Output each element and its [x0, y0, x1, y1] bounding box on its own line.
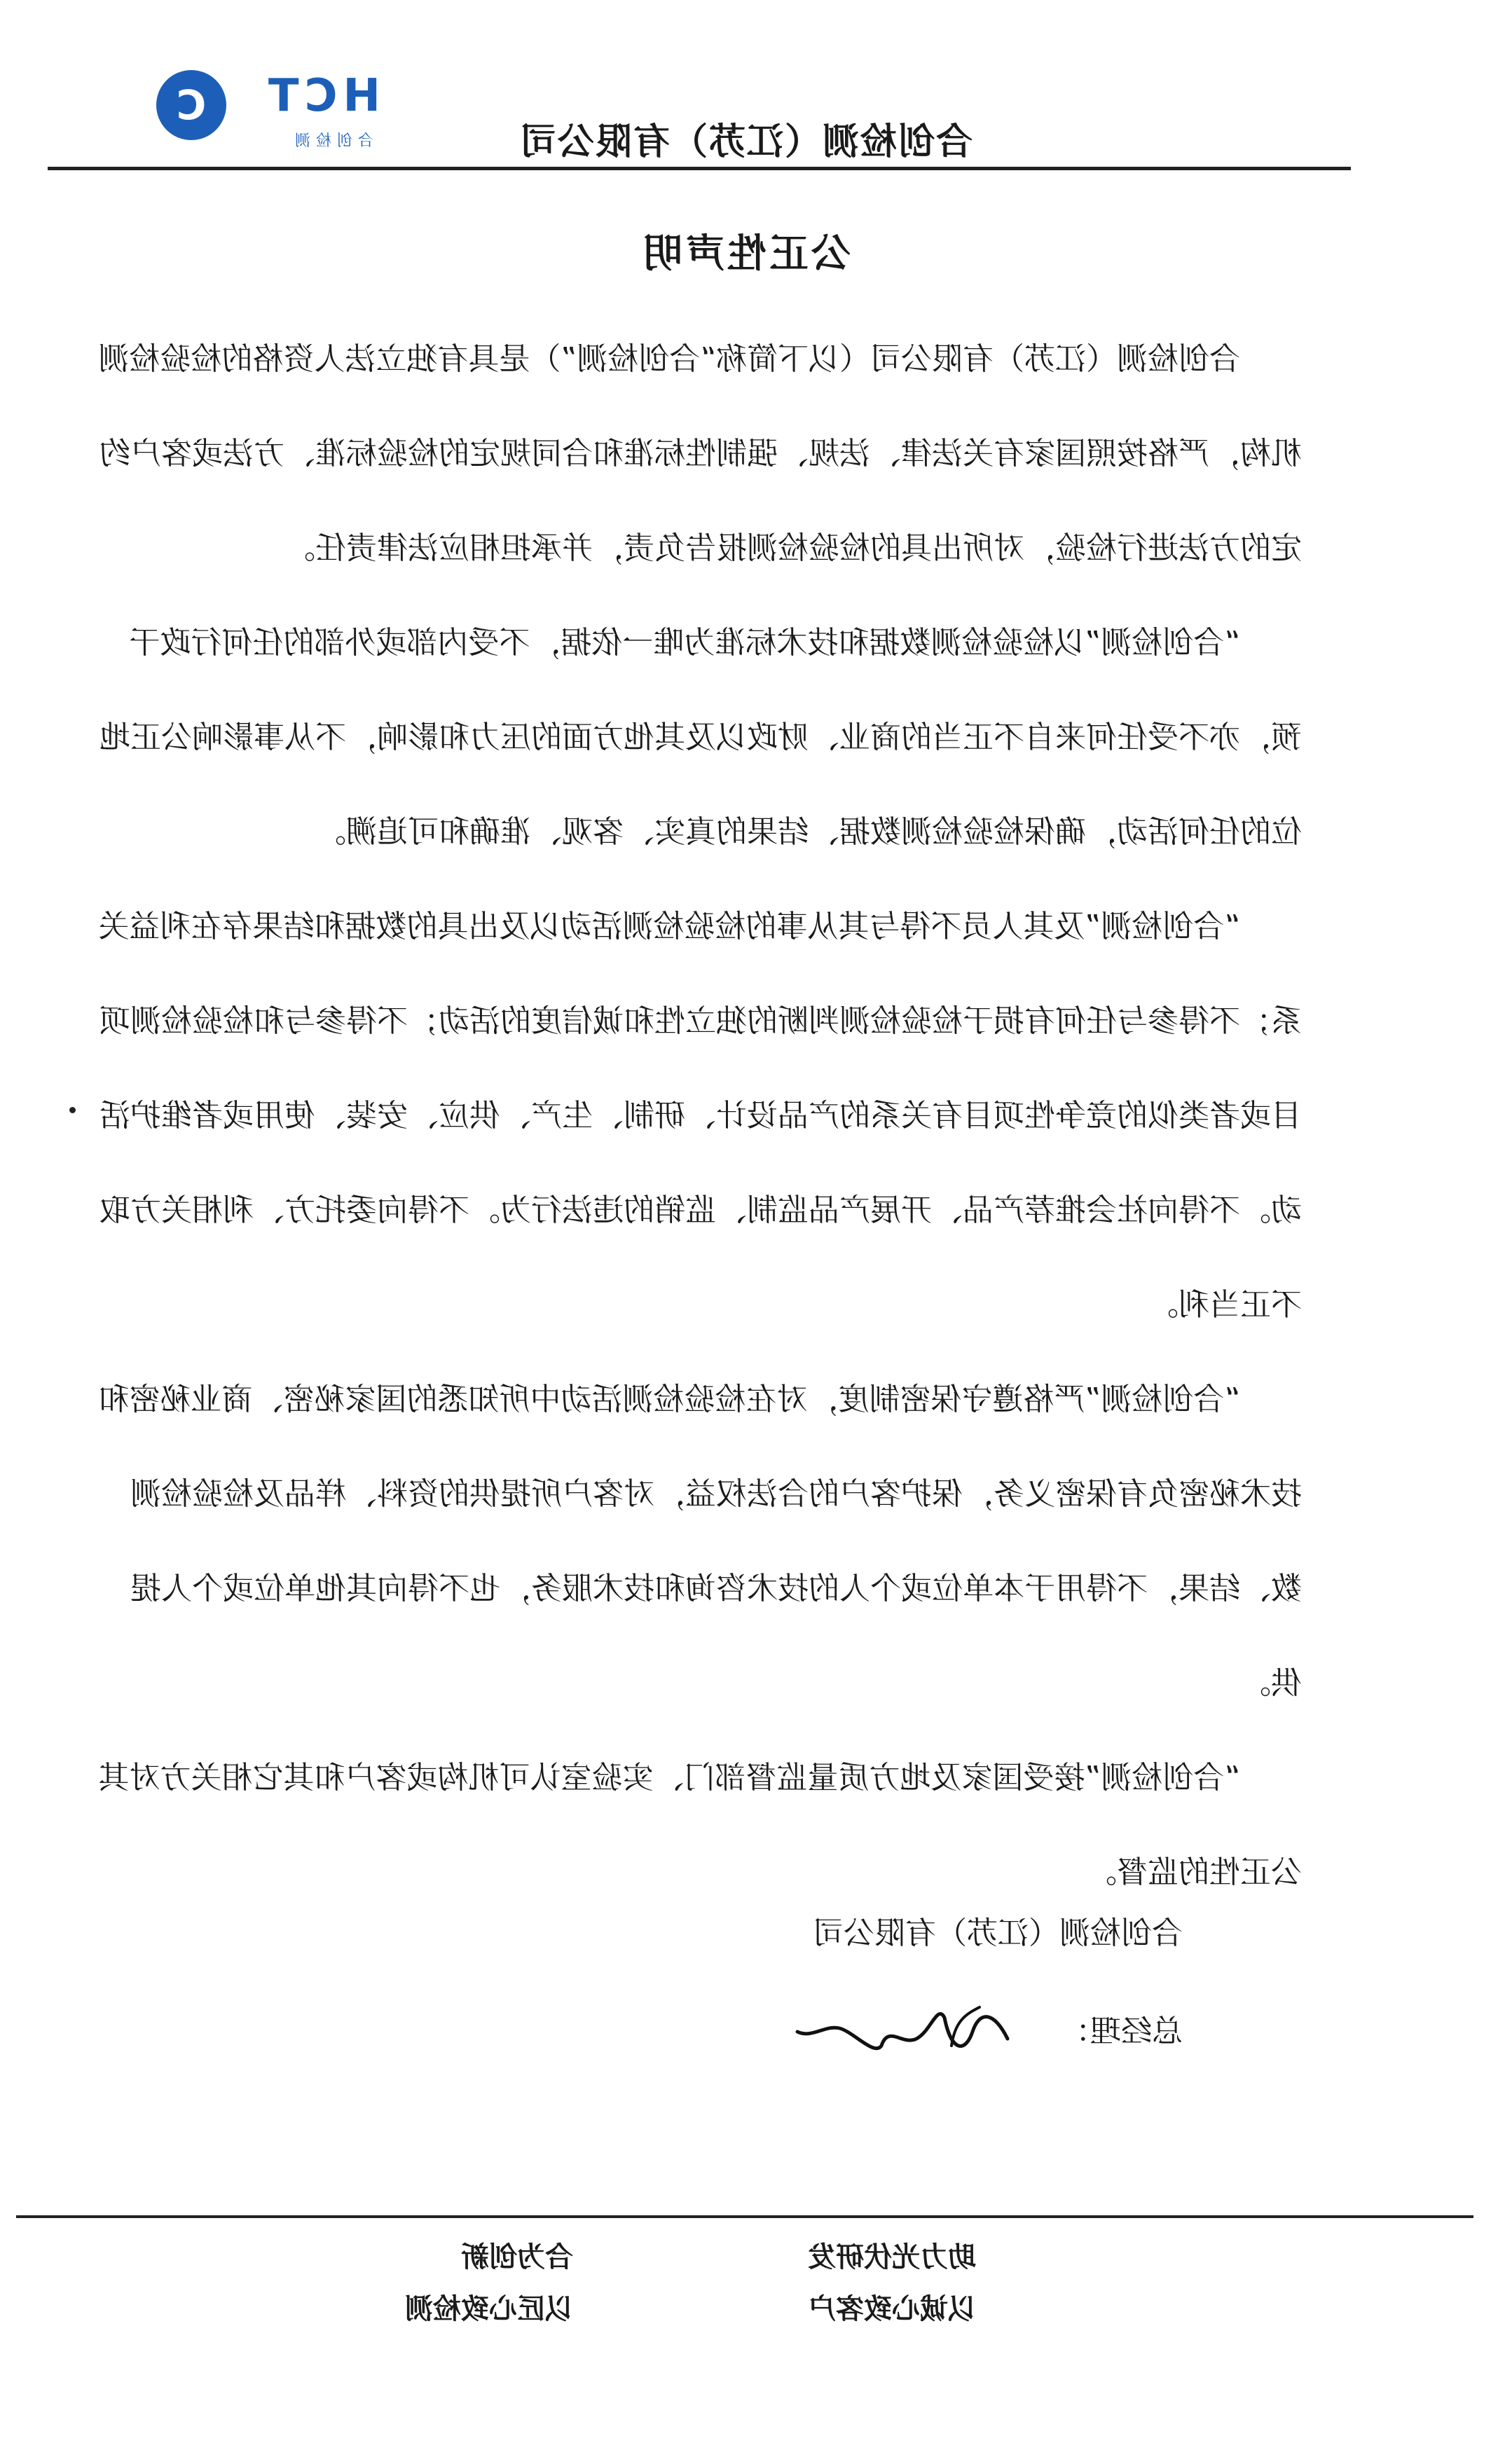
header-divider	[48, 167, 1351, 170]
footer-slogan-left-line-2: 以匠心致检测	[405, 2293, 573, 2325]
paragraph-5: “合创检测”接受国家及地方质量监督部门、实验室认可机构或客户和其它相关方对其公正性的监督。	[98, 1760, 1302, 1890]
footer-slogan-left-line-1: 合为创新	[461, 2241, 573, 2273]
logo-text: HCT	[262, 70, 380, 122]
general-manager-row	[813, 1983, 1183, 2081]
footer-slogan-left	[405, 2231, 573, 2335]
logo-mark-icon: C	[156, 70, 226, 140]
footer-divider	[16, 2215, 1473, 2218]
general-manager-label: 总经理：	[1059, 2014, 1183, 2049]
page-title: 公正性声明	[640, 231, 851, 277]
statement-body	[90, 312, 1302, 1920]
paragraph-2: “合创检测”以检验检测数据和技术标准为唯一依据，不受内部或外部的任何行政干预，亦不受任何来自不正当的商业、财政以及其他方面的压力和影响，不从事影响公正地位的任何活动，确保检验检测数据、结果的真实、客观、准确和可追溯。	[99, 625, 1302, 850]
paragraph-3: “合创检测”及其人员不得与其从事的检验检测活动以及出具的数据和结果存在利益关系；不得参与任何有损于检验检测判断的独立性和诚信度的活动；不得参与和检验检测项目或者类似的竞争性项目有关系的产品设计、研制、生产、供应、安装、使用或者维护活动。不得向社会推荐产品、开展产品监制、监销的违法行为。不得向委托方、利相关方取不正当利。	[98, 909, 1302, 1323]
header-company-name: 合创检测（江苏）有限公司	[518, 121, 973, 163]
footer-slogan-right-line-1: 助力光伏研发	[808, 2241, 976, 2273]
footer-slogan-right	[808, 2231, 976, 2335]
signature-block	[813, 1885, 1183, 2081]
signing-company: 合创检测（江苏）有限公司	[813, 1915, 1183, 1951]
paragraph-4: “合创检测”严格遵守保密制度，对在检验检测活动中所知悉的国家秘密、商业秘密和技术秘密负有保密义务，保护客户的合法权益，对客户所提供的资料、样品及检验检测数、结果，不得用于本单位或个人的技术咨询和技术服务，也不得向其他单位或个人提供。	[98, 1382, 1302, 1701]
footer-slogan-right-line-2: 以诚心致客户	[808, 2293, 976, 2325]
handwritten-signature	[790, 1990, 1022, 2067]
logo-subtext: 合创检测	[289, 132, 373, 150]
paragraph-1: 合创检测（江苏）有限公司（以下简称“合创检测”）是具有独立法人资格的检验检测机构，严格按照国家有关法律、法规、强制性标准和合同规定的检验标准、方法或客户约定的方法进行检验，对所出具的检验检测报告负责，并承担相应法律责任。	[98, 341, 1302, 566]
stray-mark	[69, 1107, 76, 1113]
